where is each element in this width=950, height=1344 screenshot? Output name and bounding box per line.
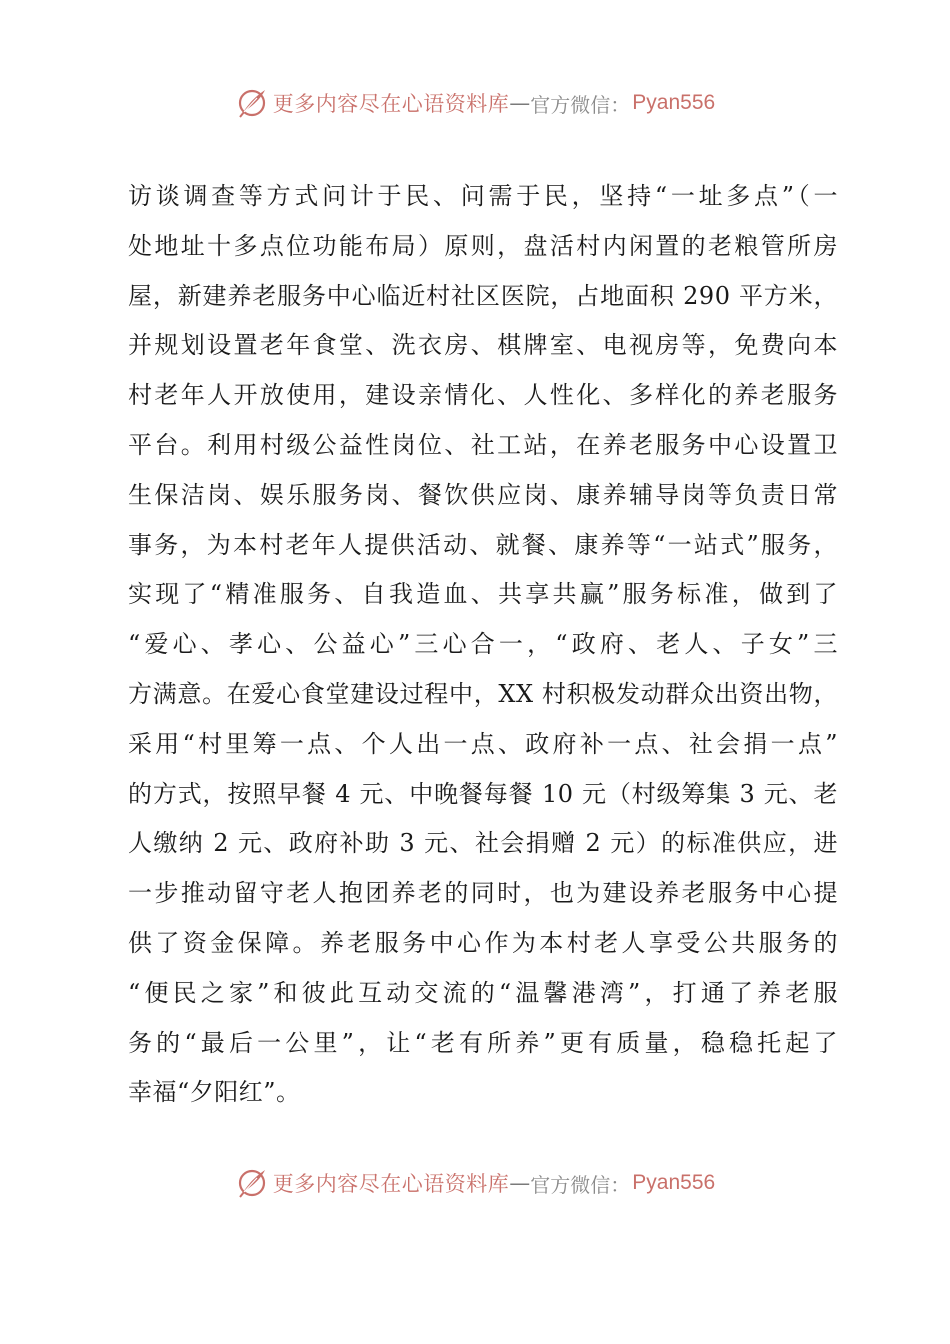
text-line: 生保洁岗、娱乐服务岗、餐饮供应岗、康养辅导岗等负责日常 <box>128 480 838 509</box>
text-line: 采用“村里筹一点、个人出一点、政府补一点、社会捐一点” <box>128 729 838 758</box>
watermark-separator: — <box>509 91 531 115</box>
text-line: 村老年人开放使用，建设亲情化、人性化、多样化的养老服务 <box>128 381 838 410</box>
watermark-brand: 更多内容尽在心语资料库 <box>272 1172 510 1196</box>
watermark-account: Pyan556 <box>632 91 716 114</box>
footer-watermark <box>0 1163 950 1203</box>
text-line: 并规划设置老年食堂、洗衣房、棋牌室、电视房等，免费向本 <box>128 331 838 360</box>
text-line: 实现了“精准服务、自我造血、共享共赢”服务标准，做到了 <box>128 580 838 609</box>
quill-logo-icon <box>235 86 269 120</box>
document-body <box>128 172 838 1118</box>
text-line: “便民之家”和彼此互动交流的“温馨港湾”，打通了养老服 <box>128 978 838 1007</box>
text-line: 一步推动留守老人抱团养老的同时，也为建设养老服务中心提 <box>128 879 838 908</box>
watermark-separator: — <box>509 1171 531 1195</box>
watermark-brand: 更多内容尽在心语资料库 <box>272 92 510 116</box>
text-line: 方满意。在爱心食堂建设过程中，XX 村积极发动群众出资出物， <box>128 679 838 708</box>
text-line: 平台。利用村级公益性岗位、社工站，在养老服务中心设置卫 <box>128 430 838 459</box>
text-line: 屋，新建养老服务中心临近村社区医院，占地面积 290 平方米， <box>128 281 838 310</box>
text-line: “爱心、孝心、公益心”三心合一，“政府、老人、子女”三 <box>128 630 838 659</box>
text-line: 务的“最后一公里”，让“老有所养”更有质量，稳稳托起了 <box>128 1028 838 1057</box>
text-line: 处地址十多点位功能布局）原则，盘活村内闲置的老粮管所房 <box>128 231 838 260</box>
text-line: 事务，为本村老年人提供活动、就餐、康养等“一站式”服务， <box>128 530 838 559</box>
text-line: 供了资金保障。养老服务中心作为本村老人享受公共服务的 <box>128 928 838 957</box>
quill-logo-icon <box>235 1166 269 1200</box>
watermark-wechat-label: 官方微信： <box>530 1172 631 1197</box>
watermark-account: Pyan556 <box>632 1171 716 1194</box>
text-line: 的方式，按照早餐 4 元、中晚餐每餐 10 元（村级筹集 3 元、老 <box>128 779 838 808</box>
text-line: 幸福“夕阳红”。 <box>128 1078 301 1107</box>
watermark-wechat-label: 官方微信： <box>530 92 631 117</box>
header-watermark <box>0 83 950 123</box>
text-line: 访谈调查等方式问计于民、问需于民，坚持“一址多点”（一 <box>128 182 838 210</box>
text-line: 人缴纳 2 元、政府补助 3 元、社会捐赠 2 元）的标准供应，进 <box>128 829 838 858</box>
